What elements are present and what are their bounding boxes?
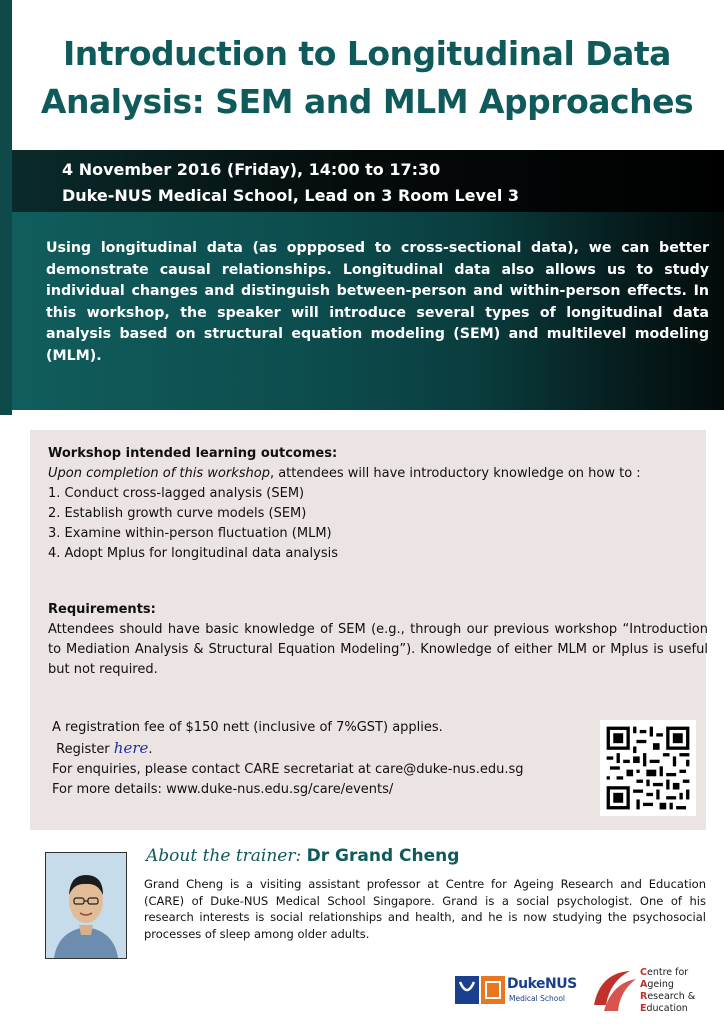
left-accent-bar (0, 0, 12, 415)
outcomes-lead-rest: , attendees will have introductory knowledge on how to : (269, 466, 641, 481)
care-letter-e: E (640, 1003, 647, 1014)
event-venue: Duke-NUS Medical School, Lead on 3 Room Level 3 (62, 186, 519, 205)
care-wordmark (640, 967, 695, 1015)
register-prefix: Register (52, 742, 114, 757)
care-logo (590, 965, 720, 1017)
outcomes-lead (48, 464, 708, 484)
trainer-name: Dr Grand Cheng (306, 846, 460, 866)
care-line-4-text: ducation (646, 1003, 688, 1014)
register-suffix: . (148, 742, 153, 757)
outcome-item: 1. Conduct cross-lagged analysis (SEM) (48, 486, 305, 501)
requirements-text: Attendees should have basic knowledge of SEM (e.g., through our previous workshop “Introduction to Mediation Analysis & Structural Equation Modeling”). Knowledge of either MLM or Mplus is useful but not required. (48, 622, 708, 677)
title-line-2: Analysis: SEM and MLM Approaches (40, 82, 694, 121)
outcome-item: 4. Adopt Mplus for longitudinal data analysis (48, 546, 338, 561)
outcomes-section (48, 444, 708, 564)
requirements-heading: Requirements: (48, 602, 156, 617)
care-letter-a: A (640, 979, 648, 990)
about-trainer-label: About the trainer: (146, 846, 302, 866)
intro-banner (12, 150, 724, 410)
care-line-2 (640, 979, 695, 991)
care-letter-r: R (640, 991, 648, 1002)
care-line-4 (640, 1003, 695, 1015)
details-line: For more details: www.duke-nus.edu.sg/care/events/ (52, 782, 394, 797)
duke-nus-logo (455, 972, 577, 1008)
qr-code-graphic (600, 720, 696, 816)
care-line-1 (640, 967, 695, 979)
page-title (22, 30, 712, 126)
outcome-item: 2. Establish growth curve models (SEM) (48, 506, 307, 521)
registration-fee: A registration fee of $150 nett (inclusive of 7%GST) applies. (52, 720, 443, 735)
trainer-bio: Grand Cheng is a visiting assistant professor at Centre for Ageing Research and Education (CARE) of Duke-NUS Medical School Singapore. Grand is a social psychologist. One of his research interests is social relationships and health, and he is now studying the psychosocial processes of sleep among older adults. (144, 877, 706, 941)
title-line-1: Introduction to Longitudinal Data (63, 34, 671, 73)
trainer-photo (45, 852, 127, 959)
trainer-heading (146, 846, 459, 866)
care-line-3 (640, 991, 695, 1003)
intro-paragraph: Using longitudinal data (as oppposed to cross-sectional data), we can better demonstrate causal relationships. Longitudinal data also allows us to study individual changes and distinguish between-person and within-person effects. In this workshop, the speaker will introduce several types of longitudinal data analysis based on structural equation modeling (SEM) and multilevel modeling (MLM). (46, 240, 709, 364)
care-line-2-text: geing (647, 979, 674, 990)
care-line-1-text: entre for (646, 967, 689, 978)
outcomes-heading: Workshop intended learning outcomes: (48, 446, 338, 461)
enquiries-line: For enquiries, please contact CARE secretariat at care@duke-nus.edu.sg (52, 762, 524, 777)
qr-code[interactable] (600, 720, 696, 816)
requirements-section (48, 600, 708, 680)
register-link[interactable]: here (113, 739, 149, 757)
duke-nus-subtitle: Medical School (509, 994, 566, 1003)
details-box (30, 430, 706, 830)
duke-nus-wordmark: DukeNUS (507, 976, 577, 992)
outcomes-lead-italic: Upon completion of this workshop (48, 466, 270, 481)
trainer-portrait (46, 853, 126, 958)
event-date-time: 4 November 2016 (Friday), 14:00 to 17:30 (62, 160, 441, 179)
outcome-item: 3. Examine within-person fluctuation (MLM) (48, 526, 332, 541)
care-logo-mark (590, 965, 638, 1017)
care-letter-c: C (640, 967, 647, 978)
care-line-3-text: esearch & (647, 991, 696, 1002)
